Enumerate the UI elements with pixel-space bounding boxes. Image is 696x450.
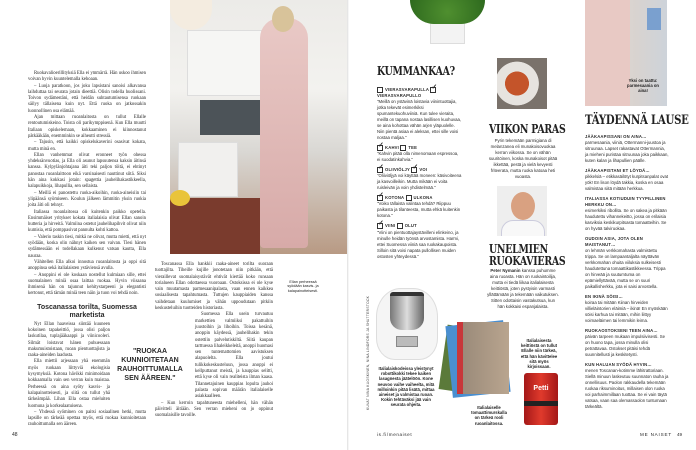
viikon-paras-text: Pyrin tekemään parmigiana di melanzanea eli munakoisovuokaa kerran viikossa. Se on vähän suuritöinen, koska munakoisot pitää ikkettää, pestä ja vielä kevyesti friteerata, mutta ruoka katoaa heti vuoasta.	[488, 138, 558, 179]
choice-text: "Oliiviöljyä voi käyttää moneen: käsivoiteena ja kasvoilleikin. Mutta mikään ei voita ruisleivän ja voin yhdistelmää."	[377, 173, 462, 191]
paragraph: – Luoja paratkoon, jos joku lapsistani sanoisi alkavansa laihduttaa tai seurata jotain dieettiä. Olisin todella huolissani. Toivon sydämestäni, että heidän suhtautumisensa ruokaan säilyy tällaisena kuin nyt. Että ruoka on jatkossakin luonnollinen osa elämää.	[28, 83, 146, 114]
option-b: VOI	[419, 167, 428, 173]
option-a: KAHVI	[385, 145, 400, 151]
unelmien-text	[487, 268, 559, 310]
option-b: VIERASVARAPULLO	[377, 93, 422, 99]
sentence-item	[585, 362, 669, 410]
choice-item	[377, 195, 462, 219]
sentence-label: ITALIASSA KOTIUDUIN TYYPILLINEN HERKKU ON…	[585, 196, 666, 207]
sentence-item	[585, 196, 669, 232]
sentence-text: koiraa tai mitään Kiinan hirveiden villieläintorien eläimiä – ikinä! En myöskään söisi karhua tai mitään, mihin liittyy voimaeläimen tai lemmikin leima.	[585, 300, 668, 323]
guest-text: kanssa puhumme aina ruoasta. Hän on ruokaintoilija, mutta ei tiedä liikaa italialaisesta keittiöstä, joten pystyisin varmasti yllättämään ja tekemään vaikutuksen. Sitten odottaisin vastakutsua, kun hän kokkaisi espanjalaista.	[487, 268, 559, 309]
checkbox-icon	[406, 195, 412, 201]
thermomix-image	[376, 288, 438, 360]
checkbox-checked-icon	[377, 195, 383, 201]
kummankaa-list	[377, 83, 462, 260]
paragraph: Ella miettii arjessaan yhä enemmän myös ruokaan liittyviä ekologisia kysymyksiä. Kotona hävikki minimoidaan kokkaamalla vain sen verran kuin maistaa. Perheessä on aina syöty kasvis- ja kalapainotteisesti, ja siitä on tullut yhä tärkeämpää. Lihan Ella ostaa mieluiten luomuna ja korkealaatuisena.	[28, 359, 110, 409]
paragraph: Ajan mittaan ruoanlaitosta on tullut Ellalle rentoutumiskeino. Toista oli parikymppisenä. Kun Ella muutti Italiaan opiskelemaan, kokkaaminen ei kiinnostanut pätkääkään, enemminkin se aiheutti stressiä.	[28, 115, 146, 139]
sentence-text: on lehmän verkkomahasta valmistettu trippa. Se on lampaantaljalta näyttävän verkkomahan ohuita viiluksia sulkeisesti haudutettuna tomaattikastikkeessa. Trippa on hirveää ja suutumtuma on epämiellyttävää, mutta se on suuri paikallisherkku, jota ei saisi arvostella.	[585, 248, 666, 289]
paragraph: Toscanassa Ella hankkii raaka-aineet torilta suoraan tuottajilta. Tiheille kujille jonotetaan niin pitkään, että vieraillevat suomalaisystävät ehtivät kiertää koko runsaan torialueen Ellan odottaessa vuoroaan. Ostoksissa ei ole kyse vain muutamasta parmesaanipalasta, vaan ennen kaikkea sosiaalisesta tapahtumasta. Tuttujen kauppiaiden kanssa vaihdetaan kuulumiset ja vähän uppoudutaan pitkiin keskusteluihin tuotteiden historiasta.	[155, 262, 273, 312]
choice-item	[377, 167, 462, 191]
sentence-item	[585, 168, 669, 192]
option-a: VIINI	[385, 223, 396, 229]
book-caption: Italialaiselle tomaattimurskalla on tärkeä rooli ruoanlaitossa.	[471, 405, 507, 426]
sentence-label: EN IKINÄ SÖISI…	[585, 294, 623, 299]
paragraph: Ellan vanhemmat olivat eronneet työn ohessa yhdeksänvuotias, ja Ella oli asunut lapsuutensa kaksin äitinsä kanssa. Kylpylänjohtajana äiti teki paljon töitä, ei ehtinyt panostaa ruoanlaittoon eikä varsinaisesti nauttinut siitä. Siksi hän aina kokkasi jotain: spagettia jauhelihakastikkeella, kalapuikkoja, lihapullia, sen sellaista.	[28, 152, 146, 190]
paragraph: – Yhdessä syöminen on paitsi sosiaalinen hetki, mutta lapsille on tärkeää opettaa myös, että ruokaa kunnioitetaan rauhoittumalla sen ääreen.	[28, 409, 146, 428]
checkbox-checked-icon	[411, 167, 417, 173]
page-fold	[347, 0, 349, 450]
page-number-right: 49	[677, 432, 683, 437]
photo-caption: Ellan perheessä syödään kasvis- ja kalapainotteisesti.	[287, 280, 319, 293]
sentence-label: JÄÄKAAPISSANI ON AINA…	[585, 134, 647, 139]
sentence-text: pikkelsiä – etikkasäilötyt kurpitsanpalat ovat yök! En lison löydä takkia, koska en osaa valmistaa siitä mitään herkkua.	[585, 174, 669, 191]
sentence-text: menen Toscanan-kotimme lähitrattoriaan. Siellä minuun laskeutuu suunnaton rauha ja onnellisuus. Paolon rakkaudella tekemään ruokaa riksuminoitus, millaisen olon ruoka voi parhaimmillaan tuottaa. Se ei vain täytä vatsaa, vaan saa olemassaolon tuntumaan tärkeältä.	[585, 368, 669, 409]
paragraph: Suomessa Ella usein turvautuu markettien valmiiksi pakattuihin juustoihin ja lihoihin. Toissa kesänä, anoppin käydessä, jauhelihakin tekin ostettiin palvelutiskiltä. Siitä kaupan tarttuessa lihaleikkeleitä, anoppi huomasi sen tuntemattomien aavistuksen alapuolelta. Ella joutui tulikkokeskusteluun, jossa anoppi ei kellputtanut meistä, ja kauppias selitti, että kyse oli vain realiteista ilman kaasa. Tilannetajuinen kauppias lopulta jauhoi palasta sopivan määrän italialaiselle asiakkaalleen.	[195, 312, 273, 400]
kitchen-caption: Italialaisesta keittiöstä on tullut Ellalle niin tärkeä, että hän kävittelee sitä myös kirjoissaan.	[520, 338, 558, 370]
taydenna-list	[585, 130, 669, 410]
photo-credit: KUVAT NINA KUOSKINEN, NINA LINDFORS JA SHUTTERSTOCK	[366, 295, 370, 410]
choice-item	[377, 87, 462, 141]
sentence-text: päivän tarpeen mukaan impulsiivisesti. Se on huono tapa, jossa minulla olisi petrattavaa. Ostokset pitäisi tehdä suunnitellusti ja keskitetysti.	[585, 334, 666, 357]
choice-text: "Meillä on ystävinä loistavia viinintuottajia, jotka tekevät esimerkiksi spumantekuohuviiniä. Kun tulee vieraita, meillä on tapana nostaa lasillisen kuohuvaa, se aina kohottaa vähän arjen yläpuolelle. Niin pientä asiaa ei aleksan, ettei sille voisi nostaa maljaa."	[377, 99, 462, 141]
paragraph: Italiassa ruoanlaitossa oli kuitenkin paikko opetella. Ensimmäiset yritykset kokata italialaisia olivat Ellan sanoin hutteria ja hirveitä. Valmiina ostetut jauhelihapihvit olivat niin kumisia, että pomppasivat pannulta kohti kattoa.	[28, 209, 146, 234]
sentence-text: esimerkiksi ribollita. Se on sakea ja pitkään haudutettu vihannekeitto, jossa on erilaisia kasviksia keskikurpitsasta tomaatteihin. Se on hyvää talviruokaa.	[585, 208, 667, 231]
option-b: TEE	[408, 145, 418, 151]
unelmien-heading: UNELMIEN RUOKAVIERAS	[489, 242, 566, 268]
choice-item	[377, 223, 462, 259]
kummankaa-heading: KUMMANKAA?	[377, 64, 455, 78]
pull-quote: "RUOKAA KUNNIOITETAAN RAUHOITTUMALLA SEN ÄÄREEN."	[114, 345, 186, 385]
sentence-item	[585, 294, 669, 324]
checkbox-icon	[377, 87, 383, 93]
fridge-caption: Yksi on taattu: parmesaania on aina!	[627, 78, 659, 94]
checkbox-icon	[397, 223, 403, 229]
paragraph: – Anoppini ei ole koskaan nostellut kulmiaan sille, ettei suomalainen miniä osaa laittaa ruokaa. Hyvin viisaana ihmisenä hän on tajunnut kehitystarpeeni ja elegantisti kertonut, että tämän miniä teen näin ja tuon voi tehdä noin.	[28, 272, 146, 297]
left-column-2	[155, 262, 273, 419]
choice-text: "Kahvin pitää olla nimenomaan espressoa, ei suodatinkahvia."	[377, 151, 459, 163]
kitchen-photo	[170, 0, 348, 254]
thermomix-caption: Italialaiskodeissa yleistynyt robottikokki tekee kaiken lasagnesta jäätelöön. Kone neuvoo vaihe vaiheelta, mitä milloinkin pitää lisätä, mittaa aineiset ja valmistaa ruoan. Kokin tehtäväksi jää vain seurata ohjeita.	[377, 366, 435, 408]
sentence-text: parmesaania, viiniä, Ottermanni-juustoa ja sitruunaa. Lapset rakastavat Ottermannia, ja mieheni puristaa sitruunaa joka paikkaan, kuten kalan ja lihapullien päälle.	[585, 140, 669, 163]
checkbox-icon	[400, 145, 406, 151]
checkbox-checked-icon	[430, 87, 436, 93]
paragraph: Nyt Ellan haaveissa siintää kuuneen kokoinen tapakeittiö, jossa olisi paljon laskutilaa, tuplajääkaappi ja viinicooleri. Silmät loistavat hänen puhuessaan makumuistoistaan, ruoan pientuottajista ja raaka-aineiden laadusta.	[28, 321, 110, 359]
paragraph: – Kun kerroin tapahtuneesta miehelleni, hän vähän päivitteli äitiään. Sen verran mieheni on jo oppinut suomalaisille tavoille.	[155, 400, 273, 419]
sentence-item	[585, 328, 669, 358]
choice-text: "Viini on pientuottajaystävilleni elinkeino, ja minulle heidän työnsä arvostamista. Harmi, ettei Suomessa viiniä saa ruokakaupoista. Silloin sitä voisi napata pullollisen muiden ostosten yhteydessä."	[377, 229, 460, 259]
paragraph: – Tajusin, että kaikki opiskelukaverini osasivat kokata, mutta minä en.	[28, 140, 146, 152]
herb-plant-image	[410, 0, 485, 48]
sentence-label: OUDOIN ASIA, JOTA OLEN MAISTANUT…	[585, 236, 643, 247]
subheading: Toscanassa torilta, Suomessa marketista	[37, 303, 137, 319]
paragraph: Vähitellen Ella alkoi innostua ruoanlaitosta ja oppi sitä anoppinsa sekä italialaisten ystäviensä avulla.	[28, 259, 146, 272]
option-a: OLIIVIÖLJY	[385, 167, 410, 173]
checkbox-checked-icon	[377, 167, 383, 173]
option-b: OLUT	[404, 223, 417, 229]
option-a: VIERASVARAPULLA	[385, 87, 429, 93]
choice-item	[377, 145, 462, 163]
sentence-item	[585, 134, 669, 164]
fridge-photo	[585, 0, 667, 106]
footer-url: is.fi/menaiset	[377, 432, 413, 437]
page-number-left: 48	[12, 432, 18, 438]
option-a: KOTONA	[385, 195, 405, 201]
viikon-paras-heading: VIIKON PARAS	[489, 122, 566, 136]
peter-nyman-photo	[497, 186, 547, 236]
paragraph: – Valerio taskin tiesi, mitkä ne olivat, mutta mietti, että nyt syödään, koska olin nähnyt kaiken sen vaivan. Tiesi hänen sydämessään ei todellakaan kulkenut vatsan kautta, Ella nauraa.	[28, 234, 146, 259]
lasagna-photo	[497, 58, 547, 109]
option-b: ULKONA	[413, 195, 433, 201]
checkbox-checked-icon	[377, 145, 383, 151]
sentence-item	[585, 236, 669, 290]
sentence-label: RUOKAOSTOKSENI TEEN AINA…	[585, 328, 658, 333]
checkbox-checked-icon	[377, 223, 383, 229]
footer-magazine: ME NAISET	[640, 432, 672, 437]
paragraph: Ruokavalioerillityksiä Ella ei ymmärrä. Hän uskoo ihmisen voivan hyvin kuuntelemalla kehoaan.	[28, 71, 146, 83]
taydenna-heading: TÄYDENNÄ LAUSE	[585, 113, 689, 128]
sentence-label: JÄÄKAAPISTANI ET LÖYDÄ…	[585, 168, 650, 173]
guest-name: Peter Nymanin	[490, 268, 521, 273]
paragraph: – Meillä ei panostettu ruoka-aikoihin, ruoka-aineisiin tai ylipäänsä syömiseen. Koulun jälkeen lämmitin yksin ruokia joita äiti oli tehnyt.	[28, 190, 146, 209]
sentence-label: KUN HALUAN SYÖDÄ HYVIN…	[585, 362, 652, 367]
can-brand: Petti	[533, 385, 549, 392]
tomato-can-image	[524, 373, 558, 425]
cookbook-image	[443, 318, 511, 398]
choice-text: "Voiko tällaista valintaa tehdä? Riippuu paikasta ja tilanteesta, mutta ehkä kuitenkin kotona."	[377, 201, 461, 219]
